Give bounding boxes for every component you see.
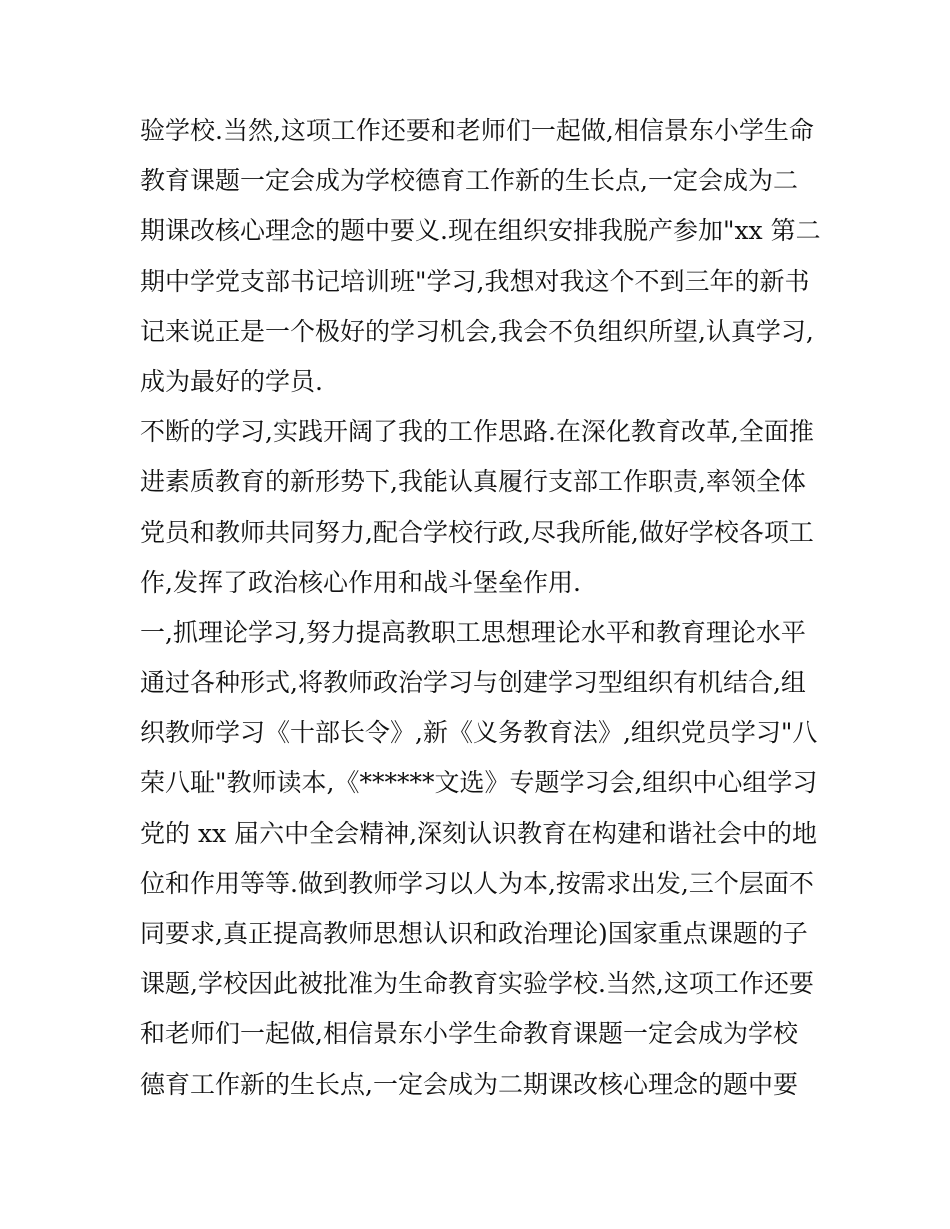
text-line: 通过各种形式,将教师政治学习与创建学习型组织有机结合,组 (140, 668, 806, 698)
text-line: 期中学党支部书记培训班"学习,我想对我这个不到三年的新书 (140, 266, 810, 296)
text-line: 一,抓理论学习,努力提高教职工思想理论水平和教育理论水平 (140, 617, 806, 647)
text-line: 验学校.当然,这项工作还要和老师们一起做,相信景东小学生命 (140, 116, 814, 145)
text-line: 期课改核心理念的题中要义.现在组织安排我脱产参加"xx 第二 (140, 216, 821, 246)
text-line: 织教师学习《十部长令》,新《义务教育法》,组织党员学习"八 (140, 718, 818, 748)
text-line: 位和作用等等.做到教师学习以人为本,按需求出发,三个层面不 (140, 868, 814, 898)
text-line: 和老师们一起做,相信景东小学生命教育课题一定会成为学校 (140, 1019, 798, 1049)
text-line: 作,发挥了政治核心作用和战斗堡垒作用. (140, 567, 581, 597)
text-line: 课题,学校因此被批准为生命教育实验学校.当然,这项工作还要 (140, 969, 814, 999)
text-line: 不断的学习,实践开阔了我的工作思路.在深化教育改革,全面推 (140, 417, 814, 447)
text-line: 同要求,真正提高教师思想认识和政治理论)国家重点课题的子 (140, 919, 808, 948)
text-line: 教育课题一定会成为学校德育工作新的生长点,一定会成为二 (140, 166, 798, 196)
text-line: 荣八耻"教师读本,《******文选》专题学习会,组织中心组学习 (140, 768, 818, 798)
text-line: 党的 xx 届六中全会精神,深刻认识教育在构建和谐社会中的地 (140, 818, 818, 848)
text-line: 德育工作新的生长点,一定会成为二期课改核心理念的题中要 (140, 1069, 798, 1099)
text-line: 记来说正是一个极好的学习机会,我会不负组织所望,认真学习, (140, 316, 814, 346)
body-text (140, 106, 820, 1110)
text-line: 进素质教育的新形势下,我能认真履行支部工作职责,率领全体 (140, 467, 806, 497)
text-line: 成为最好的学员. (140, 366, 323, 396)
text-line: 党员和教师共同努力,配合学校行政,尽我所能,做好学校各项工 (140, 517, 814, 547)
